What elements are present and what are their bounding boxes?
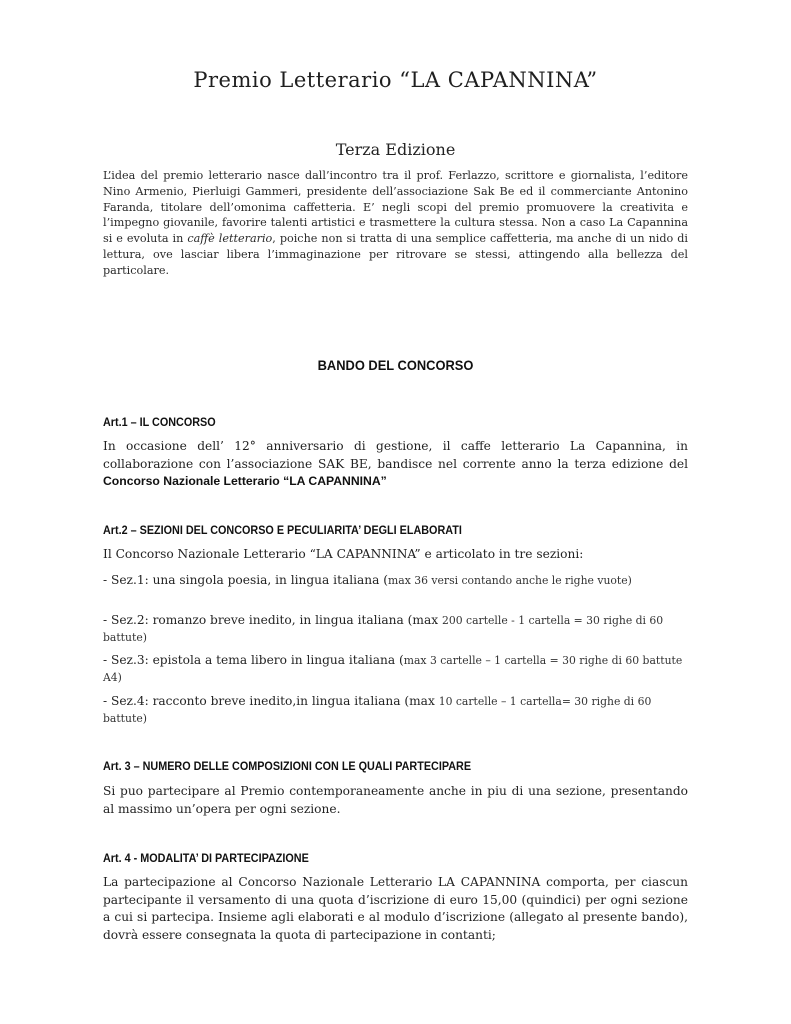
section-2-main: - Sez.2: romanzo breve inedito, in lingua italiana (max xyxy=(103,613,443,627)
section-3-small: max 3 cartelle – 1 cartella = 30 righe di 60 battute A4) xyxy=(103,654,683,684)
art4-paragraph: La partecipazione al Concorso Nazionale Letterario LA CAPANNINA comporta, per ciascun partecipante il versamento di una quota d’iscrizione di euro 15,00 (quindici) per ogni sezione a cui si partecipa. Insieme agli elaborati e al modulo d’iscrizione (allegato al presente bando), dovrà essere consegnata la quota di partecipazione in contanti; xyxy=(103,875,688,942)
bando-heading: BANDO DEL CONCORSO xyxy=(317,357,474,373)
intro-italic: caffè letterario xyxy=(187,232,273,246)
document-subtitle: Terza Edizione xyxy=(335,140,456,159)
art2-section-3 xyxy=(103,652,688,686)
intro-text-1: L’idea del premio letterario nasce dall’incontro tra il prof. Ferlazzo, scrittore e giornalista, l’editore Nino Armenio, Pierluigi Gammeri, presidente dell’associazione Sak Be ed il commerciante Antonino Faranda, titolare dell’omonima caffetteria. E’ negli scopi del premio promuovere la creativita e l’impegno giovanile, favorire talenti artistici e trasmettere la cultura stessa. Non a caso La Capannina si e evoluta in xyxy=(103,169,688,246)
section-4-small: 10 cartelle – 1 cartella= 30 righe di 60 battute) xyxy=(103,695,652,725)
art3-heading: Art. 3 – NUMERO DELLE COMPOSIZIONI CON LE QUALI PARTECIPARE xyxy=(103,759,472,773)
art2-intro: Il Concorso Nazionale Letterario “LA CAPANNINA” e articolato in tre sezioni: xyxy=(103,547,584,561)
section-2-small: 200 cartelle - 1 cartella = 30 righe di 60 battute) xyxy=(103,614,664,644)
document-title: Premio Letterario “LA CAPANNINA” xyxy=(193,68,598,92)
section-1-small: max 36 versi contando anche le righe vuote) xyxy=(388,574,632,587)
art1-paragraph xyxy=(103,438,688,491)
art4-heading: Art. 4 - MODALITA’ DI PARTECIPAZIONE xyxy=(103,851,309,865)
art2-section-2 xyxy=(103,612,688,646)
intro-paragraph xyxy=(103,168,688,279)
art1-text: In occasione dell’ 12° anniversario di gestione, il caffe letterario La Capannina, in collaborazione con l’associazione SAK BE, bandisce nel corrente anno la terza edizione del xyxy=(103,439,688,471)
art2-section-4 xyxy=(103,693,688,727)
section-4-main: - Sez.4: racconto breve inedito,in lingua italiana (max xyxy=(103,694,439,708)
art1-heading: Art.1 – IL CONCORSO xyxy=(103,415,216,429)
art1-bold: Concorso Nazionale Letterario “LA CAPANNINA” xyxy=(103,474,387,488)
intro-text-2: , poiche non si tratta di una semplice caffetteria, ma anche di un nido di lettura, ove lasciar libera l’immaginazione per ritrovare se stessi, attingendo alla bellezza del particolare. xyxy=(103,232,688,277)
art3-paragraph: Si puo partecipare al Premio contemporaneamente anche in piu di una sezione, presentando al massimo un’opera per ogni sezione. xyxy=(103,784,688,816)
section-3-main: - Sez.3: epistola a tema libero in lingua italiana ( xyxy=(103,653,404,667)
art2-section-1 xyxy=(103,572,688,589)
art2-heading: Art.2 – SEZIONI DEL CONCORSO E PECULIARITA’ DEGLI ELABORATI xyxy=(103,523,462,537)
section-1-main: - Sez.1: una singola poesia, in lingua italiana ( xyxy=(103,573,389,587)
